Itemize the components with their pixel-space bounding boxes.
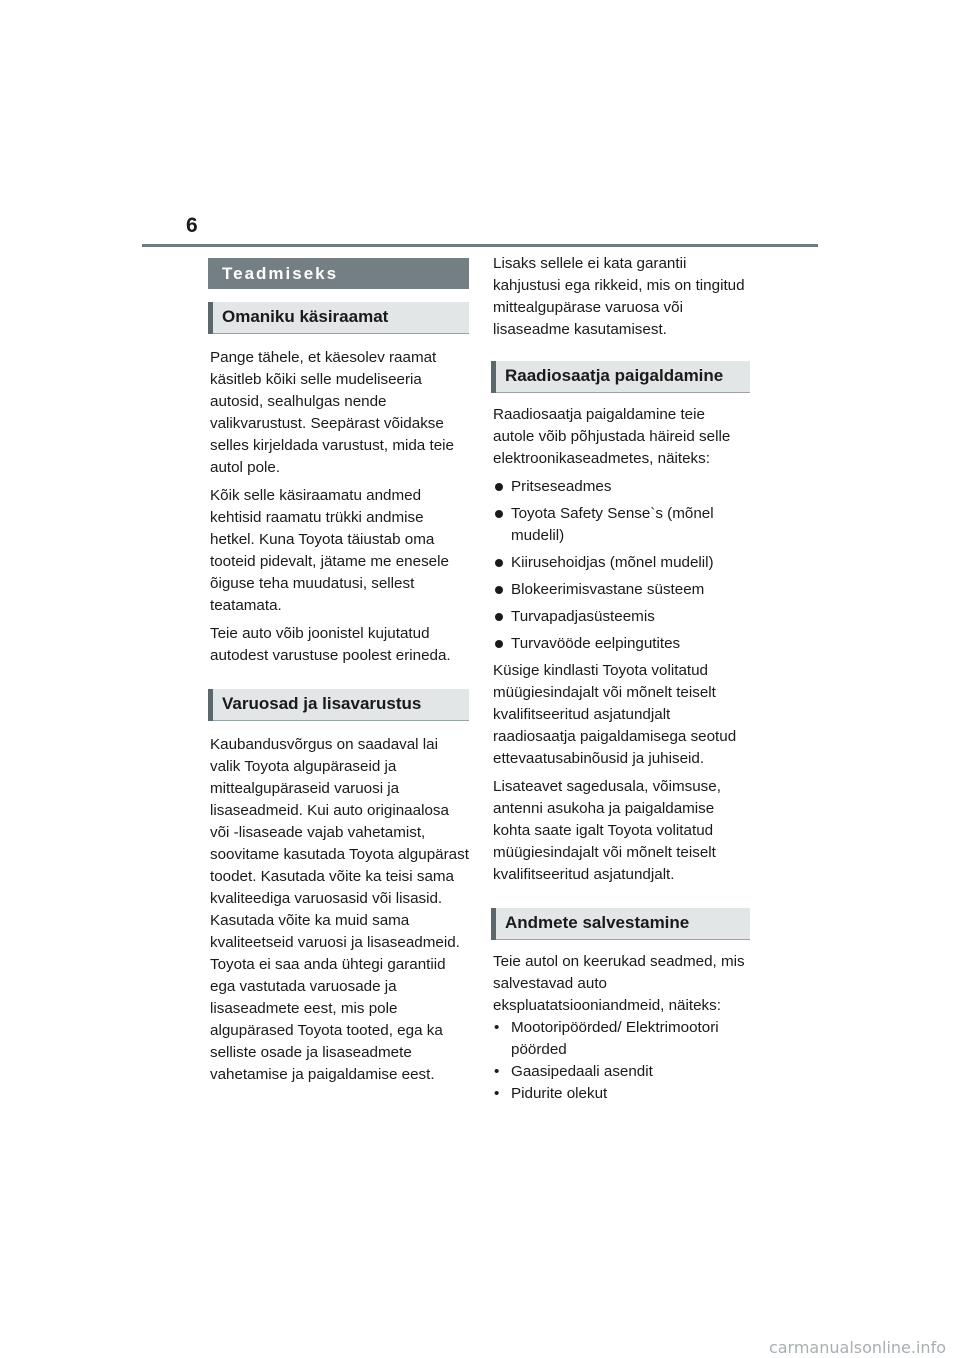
- header-rule: [142, 244, 818, 247]
- list-item: • Pidurite olekut: [493, 1083, 750, 1105]
- list-item: Toyota Safety Sense`s (mõnel mudelil): [493, 503, 750, 547]
- data-storage-text: [491, 951, 750, 1105]
- paragraph: Küsige kindlasti Toyota volitatud müügiesindajalt või mõnelt teiselt kvalifitseeritud asjatundjalt raadiosaatja paigaldamisega seotud ettevaatusabinõusid ja juhiseid.: [493, 662, 737, 767]
- list-item: • Gaasipedaali asendit: [493, 1061, 750, 1083]
- paragraph: Pange tähele, et käesolev raamat käsitleb kõiki selle mudeliseeria autosid, sealhulgas nende valikvarustust. Seepärast võidakse selles kirjeldada varustust, mida teie autol pole.: [210, 349, 454, 476]
- list-item: Kiirusehoidjas (mõnel mudelil): [493, 552, 750, 574]
- list-item: Blokeerimisvastane süsteem: [493, 579, 750, 601]
- paragraph: Kaubandusvõrgus on saadaval lai valik Toyota algupäraseid ja mittealgupäraseid varuosi ja lisaseadmeid. Kui auto originaalosa või -lisaseade vajab vahetamist, soovitame kasutada Toyota algupärast toodet. Kasutada võite ka teisi sama kvaliteediga varuosasid või lisasid. Kasutada võite ka muid sama kvaliteetseid varuosi ja lisaseadmeid. Toyota ei saa anda ühtegi garantiid ega vastutada varuosade ja lisaseadmete eest, mis pole algupärased Toyota tooted, ega ka selliste osade ja lisaseadmete vahetamise ja paigaldamise eest.: [210, 736, 469, 1083]
- paragraph: Kõik selle käsiraamatu andmed kehtisid raamatu trükki andmise hetkel. Kuna Toyota täiustab oma tooteid pidevalt, jätame me enesele õiguse teha muudatusi, sellest teatamata.: [210, 487, 449, 614]
- paragraph: Teie auto võib joonistel kujutatud autodest varustuse poolest erineda.: [210, 625, 451, 664]
- list-item: Pritseseadmes: [493, 476, 750, 498]
- subsection-heading-radio-transmitter: Raadiosaatja paigaldamine: [491, 361, 750, 393]
- paragraph: Lisateavet sagedusala, võimsuse, antenni asukoha ja paigaldamise kohta saate igalt Toyota volitatud müügiesindajalt või mõnelt teiselt kvalifitseeritud asjatundjalt.: [493, 778, 721, 883]
- paragraph: Lisaks sellele ei kata garantii kahjustusi ega rikkeid, mis on tingitud mittealgupärase varuosa või lisaseadme kasutamisest.: [493, 255, 745, 338]
- paragraph: Teie autol on keerukad seadmed, mis salvestavad auto ekspluatatsiooniandmeid, näiteks:: [493, 953, 745, 1014]
- spare-parts-text: [208, 734, 469, 1086]
- owners-manual-text: [208, 347, 469, 667]
- subsection-heading-spare-parts: Varuosad ja lisavarustus: [208, 689, 469, 721]
- right-column: [491, 255, 750, 1105]
- left-column: [208, 258, 469, 1092]
- data-storage-list: [491, 1017, 750, 1105]
- radio-transmitter-text: [491, 404, 750, 886]
- watermark: carmanualsonline.info: [768, 1338, 946, 1357]
- list-item: Turvavööde eelpingutites: [493, 633, 750, 655]
- continued-text: [491, 253, 750, 341]
- subsection-heading-owners-manual: Omaniku käsiraamat: [208, 302, 469, 334]
- section-title: Teadmiseks: [208, 258, 469, 289]
- subsection-heading-data-storage: Andmete salvestamine: [491, 908, 750, 940]
- list-item: Turvapadjasüsteemis: [493, 606, 750, 628]
- radio-bullet-list: [491, 476, 750, 655]
- page-number: 6: [186, 214, 198, 237]
- paragraph: Raadiosaatja paigaldamine teie autole võib põhjustada häireid selle elektroonikaseadmetes, näiteks:: [493, 406, 731, 467]
- list-item: • Mootoripöörded/ Elektrimootori pöörded: [493, 1017, 750, 1061]
